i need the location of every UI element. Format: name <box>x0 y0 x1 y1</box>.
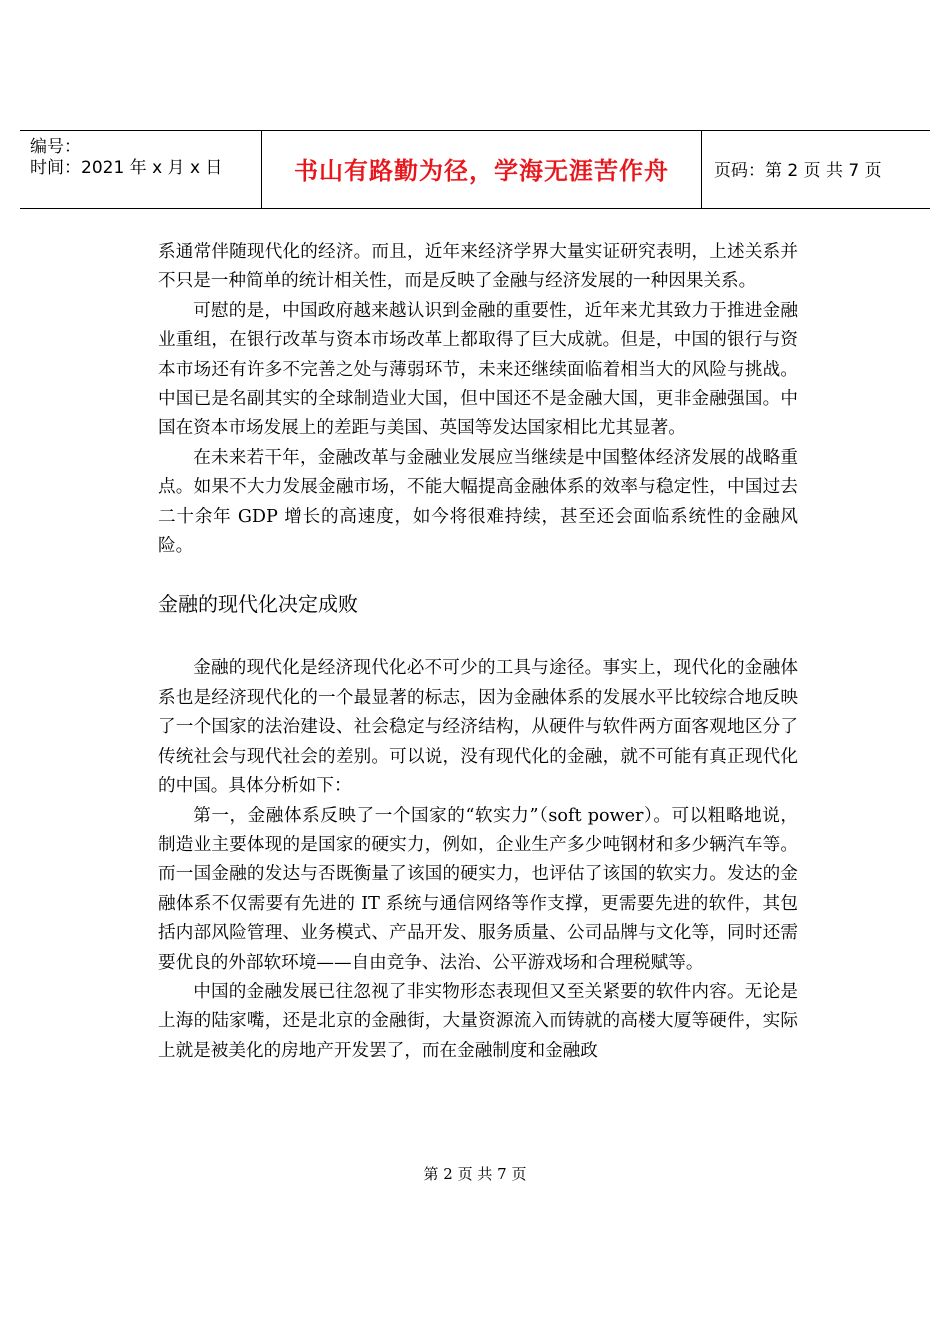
document-body <box>158 238 798 1066</box>
body-paragraph: 系通常伴随现代化的经济。而且，近年来经济学界大量实证研究表明，上述关系并不只是一种简单的统计相关性，而是反映了金融与经济发展的一种因果关系。 <box>158 242 798 292</box>
body-paragraph: 金融的现代化是经济现代化必不可少的工具与途径。事实上，现代化的金融体系也是经济现代化的一个最显著的标志，因为金融体系的发展水平比较综合地反映了一个国家的法治建设、社会稳定与经济结构，从硬件与软件两方面客观地区分了传统社会与现代社会的差别。可以说，没有现代化的金融，就不可能有真正现代化的中国。具体分析如下： <box>158 658 798 797</box>
page-footer: 第 2 页 共 7 页 <box>423 1165 527 1183</box>
document-time-label: 时间：2021 年 x 月 x 日 <box>30 158 223 178</box>
body-paragraph: 中国的金融发展已往忽视了非实物形态表现但又至关紧要的软件内容。无论是上海的陆家嘴，还是北京的金融街，大量资源流入而铸就的高楼大厦等硬件，实际上就是被美化的房地产开发罢了，而在金融制度和金融政 <box>158 981 798 1061</box>
body-paragraph: 在未来若干年，金融改革与金融业发展应当继续是中国整体经济发展的战略重点。如果不大力发展金融市场，不能大幅提高金融体系的效率与稳定性，中国过去二十余年 GDP 增长的高速度，如今将很难持续，甚至还会面临系统性的金融风险。 <box>158 447 798 557</box>
body-paragraph: 第一，金融体系反映了一个国家的“软实力”（soft power）。可以粗略地说，制造业主要体现的是国家的硬实力，例如，企业生产多少吨钢材和多少辆汽车等。而一国金融的发达与否既衡量了该国的硬实力，也评估了该国的软实力。发达的金融体系不仅需要有先进的 IT 系统与通信网络等作支撑，更需要先进的软件，其包括内部风险管理、业务模式、产品开发、服务质量、公司品牌与文化等，同时还需要优良的外部软环境——自由竞争、法治、公平游戏场和合理税赋等。 <box>158 805 798 973</box>
header-motto: 书山有路勤为径，学海无涯苦作舟 <box>294 157 669 185</box>
header-page-label: 页码：第 2 页 共 7 页 <box>714 161 882 181</box>
document-number-label: 编号： <box>30 137 81 157</box>
document-header-table <box>20 130 930 209</box>
body-paragraph: 可慰的是，中国政府越来越认识到金融的重要性，近年来尤其致力于推进金融业重组，在银行改革与资本市场改革上都取得了巨大成就。但是，中国的银行与资本市场还有许多不完善之处与薄弱环节，未来还继续面临着相当大的风险与挑战。中国已是名副其实的全球制造业大国，但中国还不是金融大国，更非金融强国。中国在资本市场发展上的差距与美国、英国等发达国家相比尤其显著。 <box>158 300 798 439</box>
section-heading: 金融的现代化决定成败 <box>158 592 358 617</box>
header-right-cell <box>702 131 930 208</box>
header-middle-cell <box>262 131 702 208</box>
header-left-cell <box>20 131 262 208</box>
